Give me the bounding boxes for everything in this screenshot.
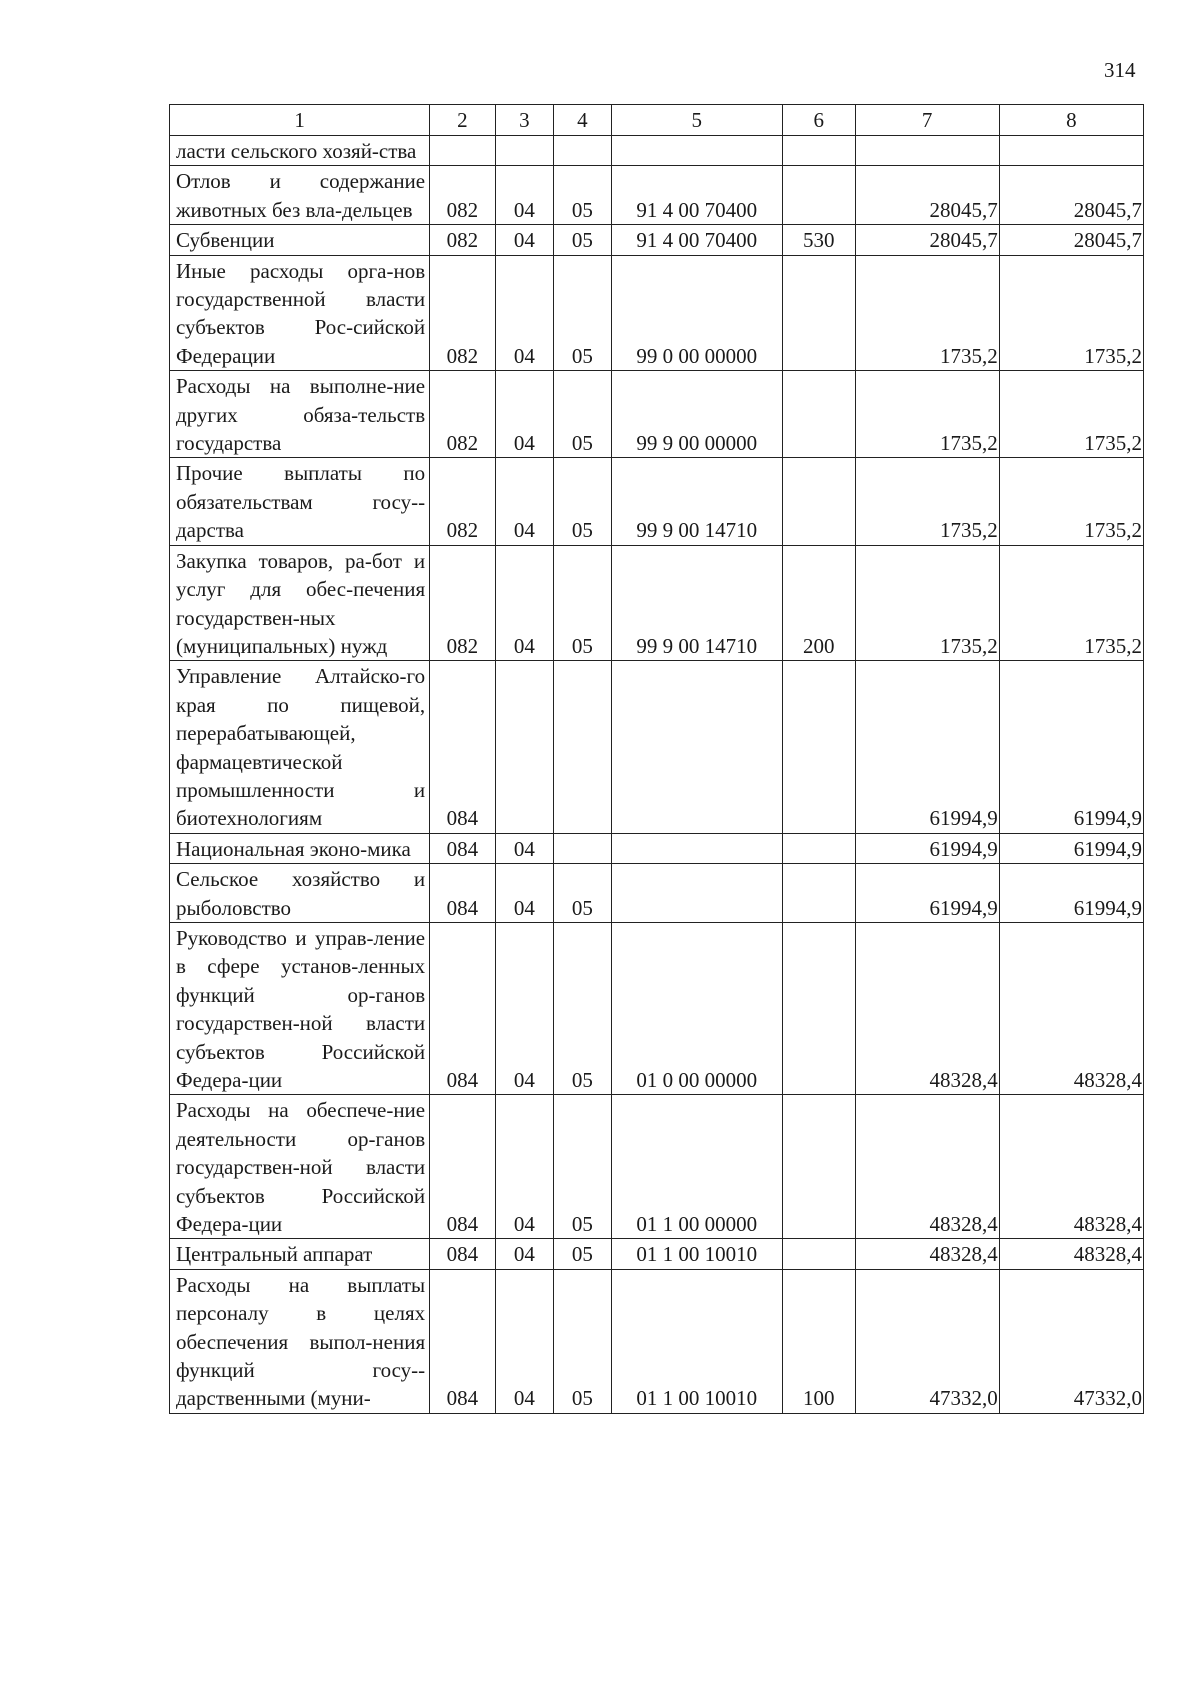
- target-article-code: 91 4 00 70400: [611, 225, 782, 255]
- amount-col8: 47332,0: [999, 1269, 1143, 1413]
- section-code: 04: [495, 166, 553, 225]
- table-row: [170, 255, 1144, 371]
- amount-col7: 1735,2: [855, 255, 999, 371]
- amount-col8: 1735,2: [999, 371, 1143, 458]
- ministry-code: [430, 136, 496, 166]
- expense-type-code: [783, 864, 856, 923]
- section-code: 04: [495, 1095, 553, 1239]
- target-article-code: [611, 661, 782, 833]
- section-code: 04: [495, 833, 553, 863]
- subsection-code: [554, 661, 611, 833]
- row-name: Иные расходы орга-нов государственной власти субъектов Рос-сийской Федерации: [170, 255, 430, 371]
- ministry-code: 082: [430, 458, 496, 545]
- table-row: [170, 1239, 1144, 1269]
- subsection-code: 05: [554, 864, 611, 923]
- header-row: [170, 105, 1144, 136]
- subsection-code: 05: [554, 1095, 611, 1239]
- amount-col7: 47332,0: [855, 1269, 999, 1413]
- amount-col7: 1735,2: [855, 371, 999, 458]
- ministry-code: 084: [430, 1095, 496, 1239]
- target-article-code: [611, 864, 782, 923]
- target-article-code: 99 0 00 00000: [611, 255, 782, 371]
- column-header: 8: [999, 105, 1143, 136]
- column-header: 7: [855, 105, 999, 136]
- amount-col7: 28045,7: [855, 225, 999, 255]
- amount-col8: 61994,9: [999, 864, 1143, 923]
- target-article-code: 01 1 00 10010: [611, 1239, 782, 1269]
- subsection-code: [554, 833, 611, 863]
- section-code: [495, 661, 553, 833]
- row-name: Расходы на выполне-ние других обяза-тельств государства: [170, 371, 430, 458]
- subsection-code: 05: [554, 1269, 611, 1413]
- row-name: Субвенции: [170, 225, 430, 255]
- section-code: 04: [495, 922, 553, 1094]
- subsection-code: 05: [554, 458, 611, 545]
- ministry-code: 084: [430, 1269, 496, 1413]
- subsection-code: 05: [554, 166, 611, 225]
- expense-type-code: [783, 922, 856, 1094]
- subsection-code: 05: [554, 1239, 611, 1269]
- amount-col7: 61994,9: [855, 833, 999, 863]
- row-name: Расходы на обеспече-ние деятельности ор-ганов государствен-ной власти субъектов Российской Федера-ции: [170, 1095, 430, 1239]
- subsection-code: [554, 136, 611, 166]
- amount-col8: 1735,2: [999, 458, 1143, 545]
- target-article-code: 91 4 00 70400: [611, 166, 782, 225]
- table-row: [170, 371, 1144, 458]
- budget-table: [169, 104, 1144, 1414]
- row-name: Управление Алтайско-го края по пищевой, перерабатывающей, фармацевтической промышленности и биотехнологиям: [170, 661, 430, 833]
- section-code: 04: [495, 371, 553, 458]
- amount-col7: [855, 136, 999, 166]
- target-article-code: [611, 833, 782, 863]
- table-row: [170, 545, 1144, 661]
- column-header: 4: [554, 105, 611, 136]
- target-article-code: 99 9 00 14710: [611, 545, 782, 661]
- table-row: [170, 1269, 1144, 1413]
- amount-col8: [999, 136, 1143, 166]
- target-article-code: 99 9 00 14710: [611, 458, 782, 545]
- row-name: Руководство и управ-ление в сфере установ-ленных функций ор-ганов государствен-ной власти субъектов Российской Федера-ции: [170, 922, 430, 1094]
- expense-type-code: [783, 136, 856, 166]
- section-code: 04: [495, 255, 553, 371]
- table-row: [170, 661, 1144, 833]
- amount-col8: 61994,9: [999, 833, 1143, 863]
- ministry-code: 084: [430, 661, 496, 833]
- amount-col7: 48328,4: [855, 1095, 999, 1239]
- amount-col7: 61994,9: [855, 661, 999, 833]
- column-header: 1: [170, 105, 430, 136]
- table-row: [170, 136, 1144, 166]
- ministry-code: 082: [430, 225, 496, 255]
- section-code: 04: [495, 1269, 553, 1413]
- row-name: ласти сельского хозяй-ства: [170, 136, 430, 166]
- amount-col8: 28045,7: [999, 166, 1143, 225]
- ministry-code: 082: [430, 371, 496, 458]
- expense-type-code: [783, 458, 856, 545]
- ministry-code: 082: [430, 166, 496, 225]
- row-name: Сельское хозяйство и рыболовство: [170, 864, 430, 923]
- expense-type-code: 200: [783, 545, 856, 661]
- expense-type-code: 100: [783, 1269, 856, 1413]
- amount-col8: 1735,2: [999, 545, 1143, 661]
- expense-type-code: [783, 371, 856, 458]
- table-row: [170, 166, 1144, 225]
- amount-col7: 48328,4: [855, 922, 999, 1094]
- column-header: 6: [783, 105, 856, 136]
- section-code: 04: [495, 225, 553, 255]
- row-name: Центральный аппарат: [170, 1239, 430, 1269]
- row-name: Расходы на выплаты персоналу в целях обеспечения выпол-нения функций госу-дарственными (муни-: [170, 1269, 430, 1413]
- row-name: Национальная эконо-мика: [170, 833, 430, 863]
- section-code: 04: [495, 545, 553, 661]
- target-article-code: 01 0 00 00000: [611, 922, 782, 1094]
- expense-type-code: [783, 166, 856, 225]
- ministry-code: 084: [430, 864, 496, 923]
- row-name: Прочие выплаты по обязательствам госу-дарства: [170, 458, 430, 545]
- section-code: 04: [495, 1239, 553, 1269]
- ministry-code: 082: [430, 545, 496, 661]
- subsection-code: 05: [554, 225, 611, 255]
- amount-col7: 28045,7: [855, 166, 999, 225]
- subsection-code: 05: [554, 371, 611, 458]
- amount-col8: 61994,9: [999, 661, 1143, 833]
- amount-col7: 61994,9: [855, 864, 999, 923]
- section-code: 04: [495, 864, 553, 923]
- amount-col7: 1735,2: [855, 545, 999, 661]
- expense-type-code: [783, 1239, 856, 1269]
- ministry-code: 084: [430, 1239, 496, 1269]
- page-number: 314: [1104, 58, 1136, 82]
- ministry-code: 082: [430, 255, 496, 371]
- table-row: [170, 922, 1144, 1094]
- target-article-code: 01 1 00 10010: [611, 1269, 782, 1413]
- subsection-code: 05: [554, 922, 611, 1094]
- table-row: [170, 864, 1144, 923]
- expense-type-code: [783, 1095, 856, 1239]
- table-row: [170, 458, 1144, 545]
- amount-col8: 48328,4: [999, 922, 1143, 1094]
- amount-col8: 1735,2: [999, 255, 1143, 371]
- amount-col8: 28045,7: [999, 225, 1143, 255]
- amount-col7: 1735,2: [855, 458, 999, 545]
- column-header: 2: [430, 105, 496, 136]
- subsection-code: 05: [554, 255, 611, 371]
- target-article-code: 01 1 00 00000: [611, 1095, 782, 1239]
- target-article-code: [611, 136, 782, 166]
- subsection-code: 05: [554, 545, 611, 661]
- expense-type-code: [783, 255, 856, 371]
- table-row: [170, 1095, 1144, 1239]
- row-name: Закупка товаров, ра-бот и услуг для обес-печения государствен-ных (муниципальных) нужд: [170, 545, 430, 661]
- target-article-code: 99 9 00 00000: [611, 371, 782, 458]
- amount-col7: 48328,4: [855, 1239, 999, 1269]
- amount-col8: 48328,4: [999, 1095, 1143, 1239]
- column-header: 3: [495, 105, 553, 136]
- section-code: 04: [495, 458, 553, 545]
- row-name: Отлов и содержание животных без вла-дельцев: [170, 166, 430, 225]
- expense-type-code: 530: [783, 225, 856, 255]
- amount-col8: 48328,4: [999, 1239, 1143, 1269]
- column-header: 5: [611, 105, 782, 136]
- section-code: [495, 136, 553, 166]
- ministry-code: 084: [430, 833, 496, 863]
- ministry-code: 084: [430, 922, 496, 1094]
- expense-type-code: [783, 833, 856, 863]
- table-row: [170, 225, 1144, 255]
- table-row: [170, 833, 1144, 863]
- expense-type-code: [783, 661, 856, 833]
